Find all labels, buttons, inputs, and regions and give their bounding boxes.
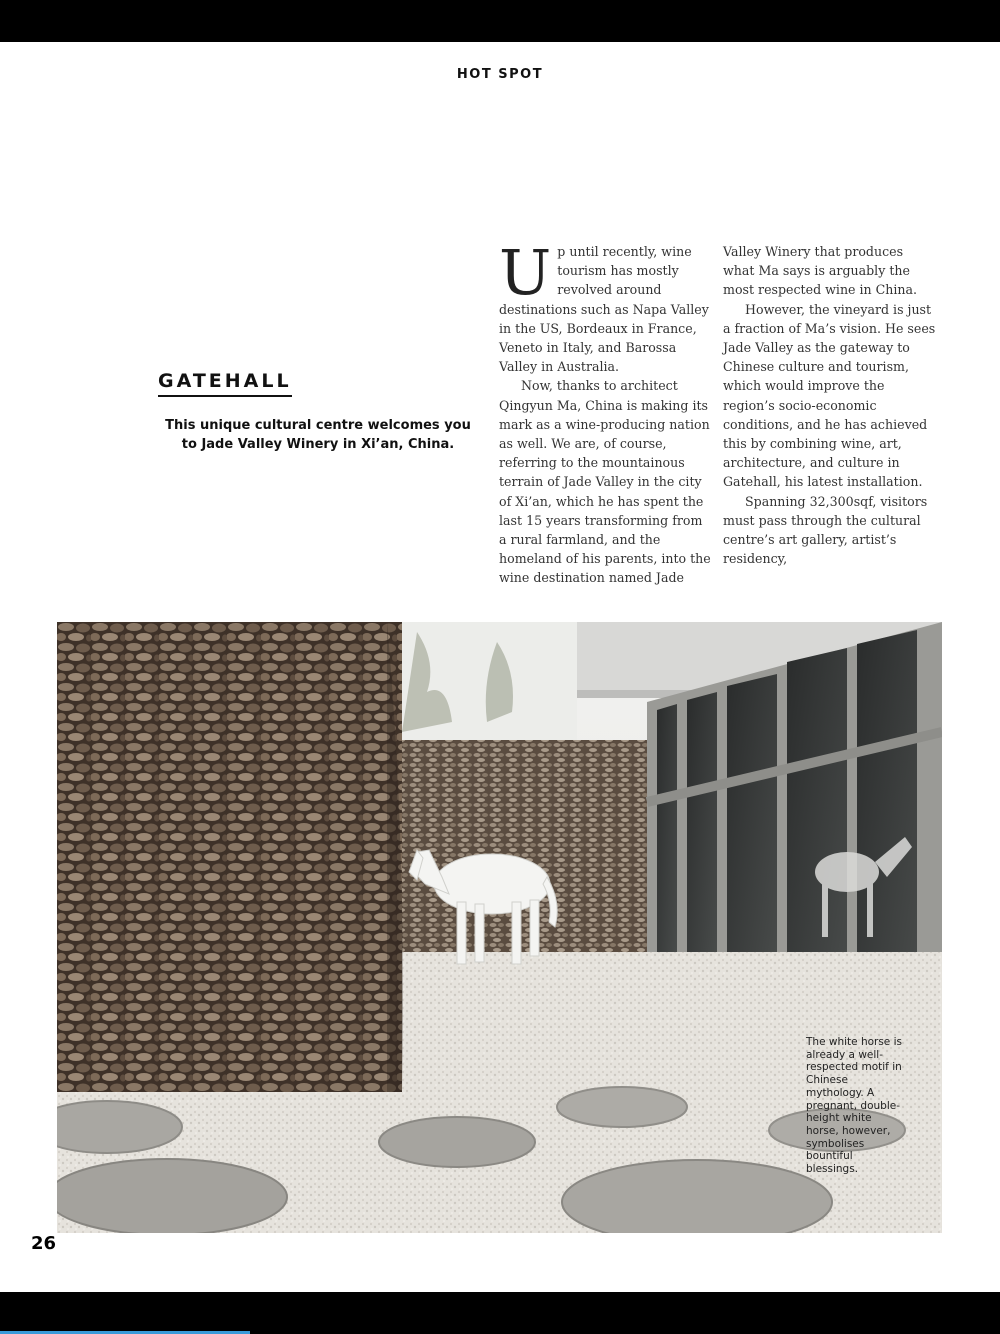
paragraph: Valley Winery that produces what Ma says is arguably the most respected wine in China. bbox=[723, 244, 918, 298]
paragraph: Spanning 32,300sqf, visitors must pass through the cultural centre’s art gallery, artist’s residency, bbox=[723, 493, 928, 567]
page-number: 26 bbox=[31, 1233, 57, 1254]
paragraph: However, the vineyard is just a fraction of Ma’s vision. He sees Jade Valley as the gateway to Chinese culture and tourism, which would improve the region’s socio-economic conditions, and he has achieved this by combining wine, art, architecture, and culture in Gatehall, his latest installation. bbox=[723, 301, 936, 490]
bottom-bar bbox=[0, 1292, 1000, 1334]
article-standfirst: This unique cultural centre welcomes you to Jade Valley Winery in Xi’an, China. bbox=[165, 418, 471, 452]
body-column-1 bbox=[499, 236, 713, 588]
article-headline: GATEHALL bbox=[158, 370, 292, 397]
section-label: HOT SPOT bbox=[456, 67, 544, 82]
photo-caption: The white horse is already a well-respected motif in Chinese mythology. A pregnant, double-height white horse, however, symbolises bountiful blessings. bbox=[806, 1036, 902, 1176]
body-column-2 bbox=[723, 242, 937, 568]
paragraph-text: p until recently, wine tourism has mostly revolved around destinations such as Napa Valley in the US, Bordeaux in France, Veneto in Italy, and Barossa Valley in Australia. bbox=[499, 244, 709, 375]
top-bar bbox=[0, 0, 1000, 42]
paragraph bbox=[499, 236, 713, 376]
paragraph: Now, thanks to architect Qingyun Ma, China is making its mark as a wine-producing nation as well. We are, of course, referring to the mountainous terrain of Jade Valley in the city of Xi’an, which he has spent the last 15 years transforming from a rural farmland, and the homeland of his parents, into the wine destination named Jade bbox=[499, 378, 711, 586]
drop-cap: U bbox=[499, 236, 552, 309]
